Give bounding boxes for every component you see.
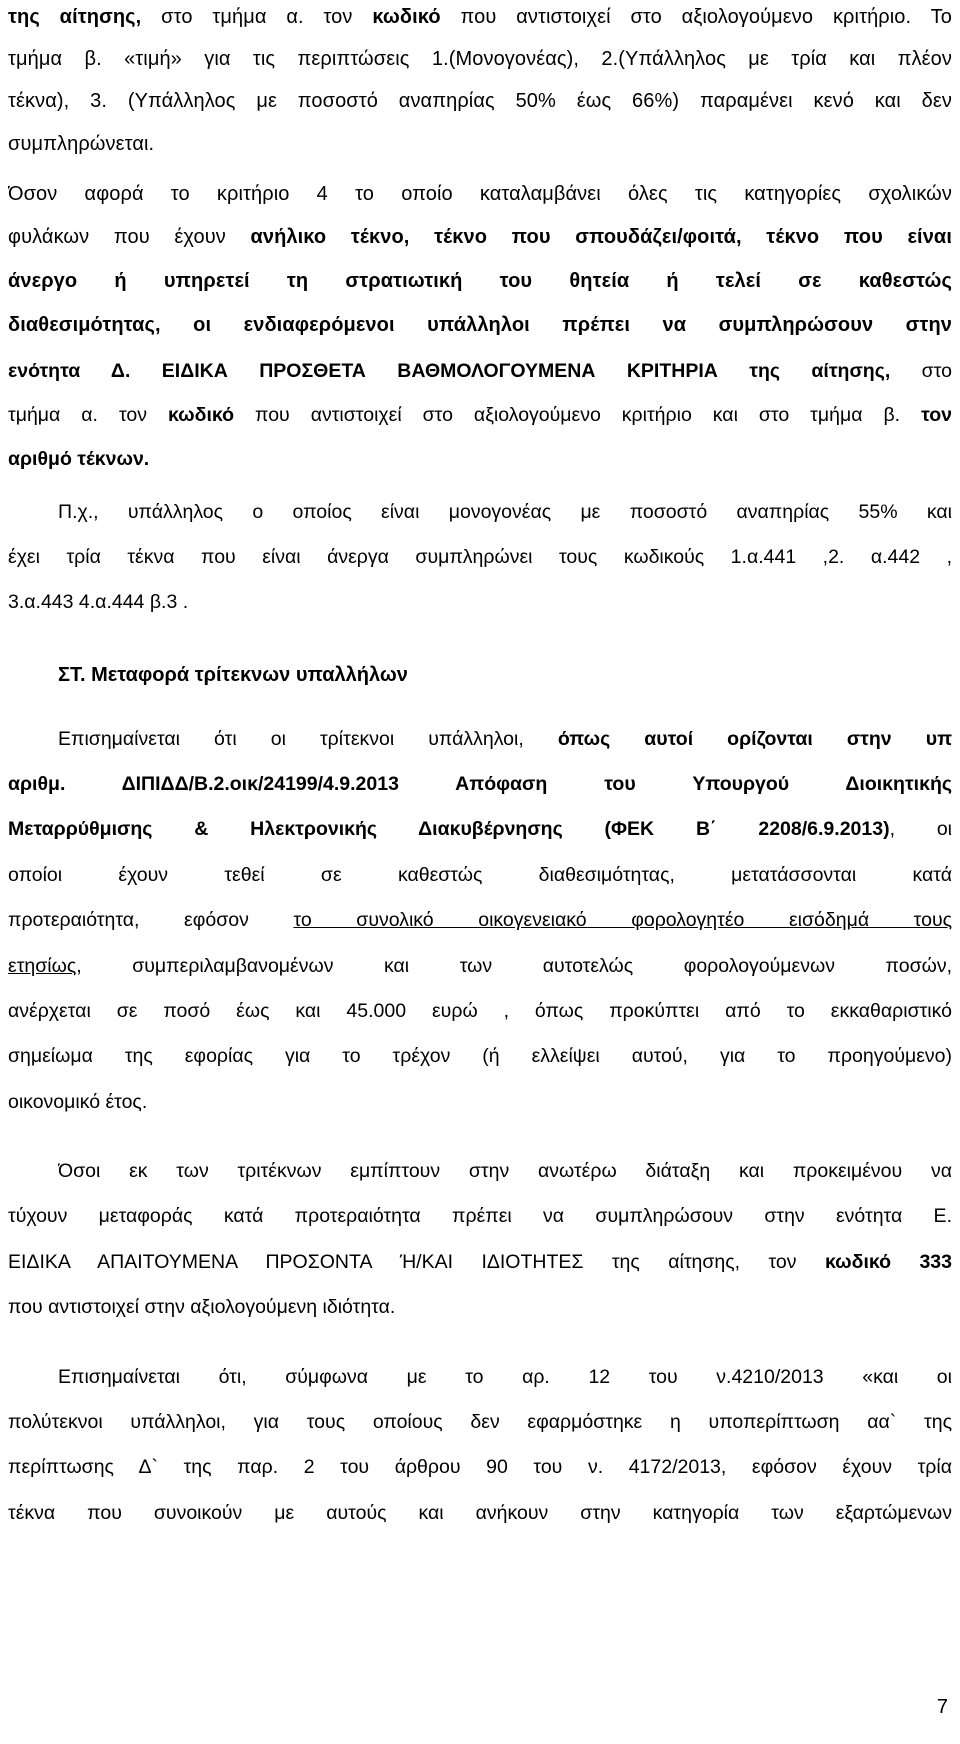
criterion4-line-1: Όσον αφορά το κριτήριο 4 το οποίο καταλαμβάνει όλες τις κατηγορίες σχολικών: [8, 183, 952, 205]
example-line-3: 3.α.443 4.α.444 β.3 .: [8, 591, 189, 613]
law-line-4: τέκνα που συνοικούν με αυτούς και ανήκουν στην κατηγορία των εξαρτώμενων: [8, 1502, 952, 1524]
transfer-line-3: [8, 818, 952, 840]
transfer-line-2: αριθμ. ΔΙΠΙΔΔ/Β.2.οικ/24199/4.9.2013 Απόφαση του Υπουργού Διοικητικής: [8, 773, 952, 795]
transfer-line-8: σημείωμα της εφορίας για το τρέχον (ή ελλείψει αυτού, για το προηγούμενο): [8, 1045, 952, 1067]
triteknoi-line-4: που αντιστοιχεί στην αξιολογούμενη ιδιότητα.: [8, 1296, 396, 1318]
text: που αντιστοιχεί στο αξιολογούμενο κριτήριο και στο τμήμα β.: [234, 404, 922, 426]
criterion4-line-7: αριθμό τέκνων.: [8, 448, 150, 470]
text: τμήμα α. τον: [8, 404, 168, 426]
bold-text: όπως αυτοί ορίζονται στην υπ: [557, 728, 952, 750]
section-a-line-1: [8, 6, 952, 29]
text: , συμπεριλαμβανομένων και των αυτοτελώς φορολογούμενων ποσών,: [76, 955, 952, 977]
bold-text: κωδικό: [167, 404, 235, 426]
bold-text: ανήλικο τέκνο, τέκνο που σπουδάζει/φοιτά, τέκνο που είναι: [250, 226, 952, 248]
underlined-text: ετησίως: [8, 955, 77, 977]
bold-text: τον: [921, 404, 952, 426]
transfer-line-6: [8, 955, 952, 977]
text: που αντιστοιχεί στο αξιολογούμενο κριτήριο. Το: [440, 6, 952, 28]
section-a-line-4: συμπληρώνεται.: [8, 133, 155, 155]
example-line-2: έχει τρία τέκνα που είναι άνεργα συμπληρώνει τους κωδικούς 1.α.441 ,2. α.442 ,: [8, 546, 952, 568]
criterion4-line-6: [8, 404, 952, 426]
transfer-line-4: οποίοι έχουν τεθεί σε καθεστώς διαθεσιμότητας, μετατάσσονται κατά: [8, 864, 952, 886]
text: προτεραιότητα, εφόσον: [8, 909, 294, 931]
text: ΕΙΔΙΚΑ ΑΠΑΙΤΟΥΜΕΝΑ ΠΡΟΣΟΝΤΑ Ή/ΚΑΙ ΙΔΙΟΤΗΤΕΣ της αίτησης, τον: [8, 1251, 825, 1273]
transfer-line-9: οικονομικό έτος.: [8, 1091, 148, 1113]
section-heading-st: ΣΤ. Μεταφορά τρίτεκνων υπαλλήλων: [58, 664, 408, 686]
transfer-line-7: ανέρχεται σε ποσό έως και 45.000 ευρώ , όπως προκύπτει από το εκκαθαριστικό: [8, 1000, 952, 1022]
bold-text: Μεταρρύθμισης & Ηλεκτρονικής Διακυβέρνησης (ΦΕΚ Β΄ 2208/6.9.2013): [8, 818, 890, 840]
law-line-3: περίπτωσης Δ` της παρ. 2 του άρθρου 90 του ν. 4172/2013, εφόσον έχουν τρία: [8, 1456, 952, 1478]
bold-text: ενότητα Δ. ΕΙΔΙΚΑ ΠΡΟΣΘΕΤΑ ΒΑΘΜΟΛΟΓΟΥΜΕΝΑ ΚΡΙΤΗΡΙΑ της αίτησης,: [8, 360, 891, 382]
transfer-line-5: [8, 909, 952, 931]
text: Επισημαίνεται ότι οι τρίτεκνοι υπάλληλοι,: [58, 728, 558, 750]
text: στο: [890, 360, 952, 382]
page-number: 7: [936, 1696, 948, 1718]
triteknoi-line-1: Όσοι εκ των τριτέκνων εμπίπτουν στην ανωτέρω διάταξη και προκειμένου να: [58, 1160, 952, 1182]
bold-text: της αίτησης,: [8, 6, 142, 28]
section-a-line-2: τμήμα β. «τιμή» για τις περιπτώσεις 1.(Μονογονέας), 2.(Υπάλληλος με τρία και πλέον: [8, 48, 952, 70]
example-line-1: Π.χ., υπάλληλος ο οποίος είναι μονογονέας με ποσοστό αναπηρίας 55% και: [58, 501, 952, 523]
criterion4-line-2: [8, 226, 952, 249]
triteknoi-line-2: τύχουν μεταφοράς κατά προτεραιότητα πρέπει να συμπληρώσουν στην ενότητα Ε.: [8, 1205, 952, 1227]
text: , οι: [889, 818, 952, 840]
criterion4-line-5: [8, 360, 952, 382]
text: φυλάκων που έχουν: [8, 226, 251, 248]
text: στο τμήμα α. τον: [141, 6, 373, 28]
transfer-line-1: [58, 728, 952, 750]
section-a-line-3: τέκνα), 3. (Υπάλληλος με ποσοστό αναπηρίας 50% έως 66%) παραμένει κενό και δεν: [8, 90, 952, 112]
bold-text: κωδικό: [372, 6, 441, 28]
bold-text: κωδικό 333: [824, 1251, 952, 1273]
criterion4-line-4: διαθεσιμότητας, οι ενδιαφερόμενοι υπάλληλοι πρέπει να συμπληρώσουν στην: [8, 314, 952, 336]
underlined-text: το συνολικό οικογενειακό φορολογητέο εισόδημά τους: [293, 909, 952, 931]
law-line-1: Επισημαίνεται ότι, σύμφωνα με το αρ. 12 του ν.4210/2013 «και οι: [58, 1366, 952, 1388]
law-line-2: πολύτεκνοι υπάλληλοι, για τους οποίους δεν εφαρμόστηκε η υποπερίπτωση αα` της: [8, 1411, 952, 1433]
triteknoi-line-3: [8, 1251, 952, 1273]
criterion4-line-3: άνεργο ή υπηρετεί τη στρατιωτική του θητεία ή τελεί σε καθεστώς: [8, 270, 952, 292]
